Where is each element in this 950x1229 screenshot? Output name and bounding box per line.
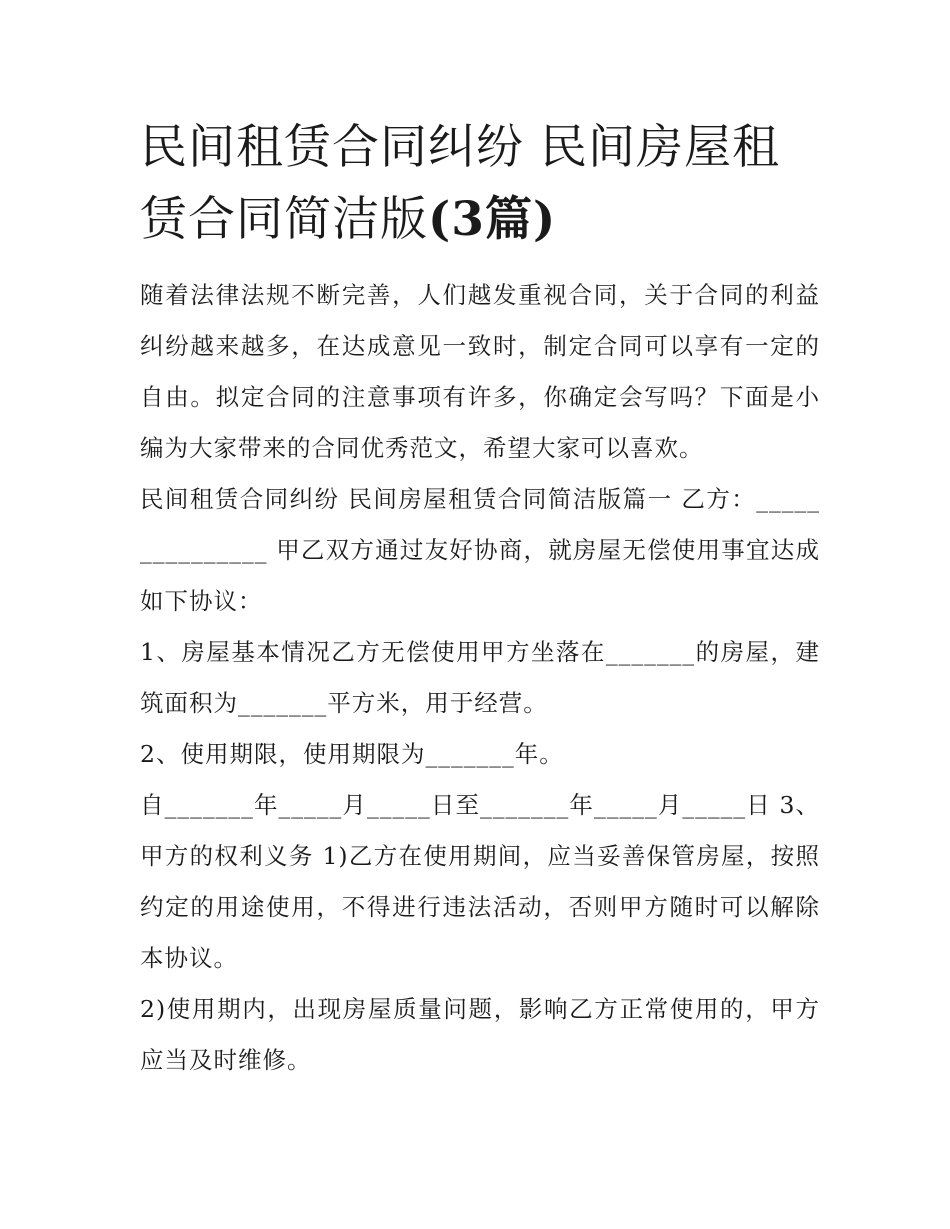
paragraph-clause-1: 1、房屋基本情况乙方无偿使用甲方坐落在_______的房屋，建筑面积为_______平方米，用于经营。: [140, 638, 820, 717]
document-body: [140, 270, 820, 1086]
document-title-text: 民间租赁合同纠纷 民间房屋租赁合同简洁版(3篇): [140, 120, 780, 247]
paragraph-clause-3-2: 2)使用期内，出现房屋质量问题，影响乙方正常使用的，甲方应当及时维修。: [140, 995, 820, 1074]
document-title-count: (3篇): [428, 192, 557, 247]
paragraph-clause-2: 2、使用期限，使用期限为_______年。: [140, 740, 564, 768]
paragraph-section-one: 民间租赁合同纠纷 民间房屋租赁合同简洁版篇一 乙方：_______________ 甲乙双方通过友好协商，就房屋无偿使用事宜达成如下协议：: [140, 485, 820, 615]
paragraph-clause-3: 自_______年_____月_____日至_______年_____月_____日 3、甲方的权利义务 1)乙方在使用期间，应当妥善保管房屋，按照约定的用途使用，不得进行违法活动，否则甲方随时可以解除本协议。: [140, 791, 820, 972]
document-title: [140, 112, 820, 256]
paragraph-intro: 随着法律法规不断完善，人们越发重视合同，关于合同的利益纠纷越来越多，在达成意见一致时，制定合同可以享有一定的自由。拟定合同的注意事项有许多，你确定会写吗？下面是小编为大家带来的合同优秀范文，希望大家可以喜欢。: [140, 281, 820, 462]
document-page: [140, 112, 820, 1086]
